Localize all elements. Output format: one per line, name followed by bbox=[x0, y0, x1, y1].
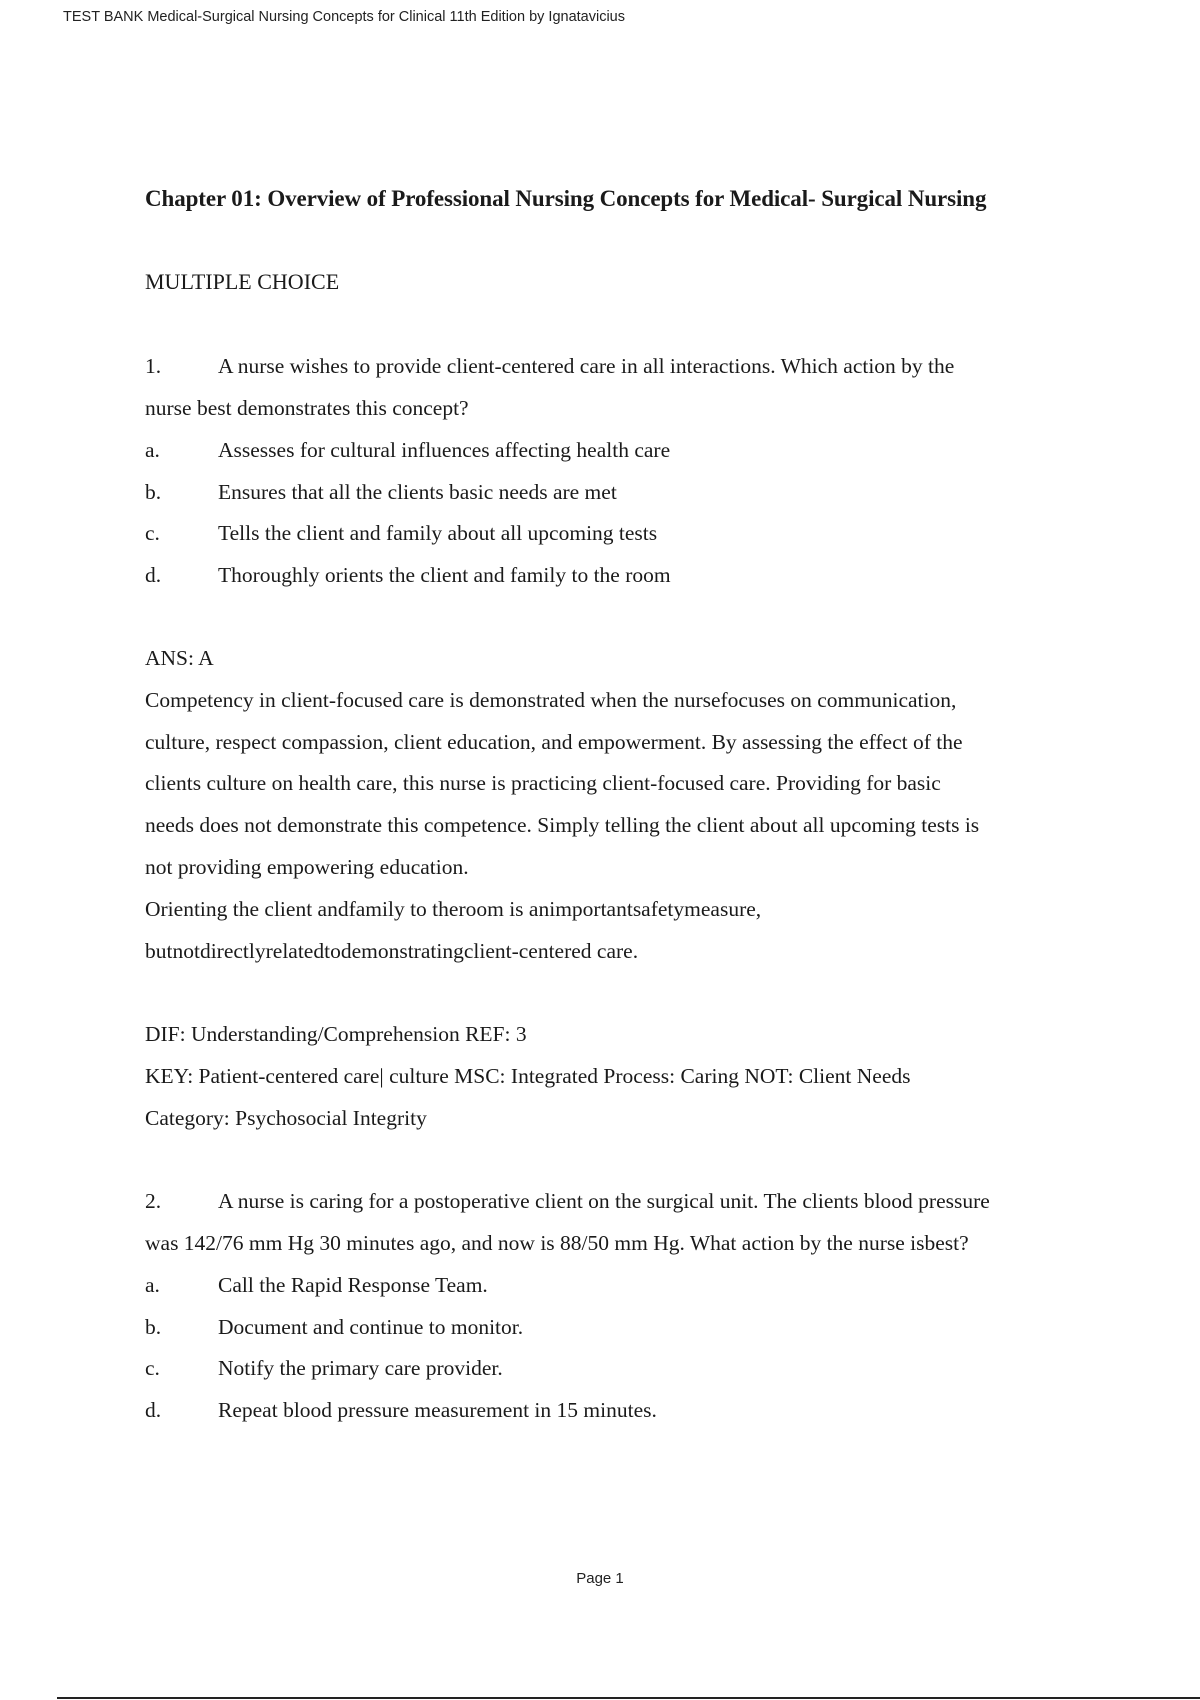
question-1-stem-line1 bbox=[145, 356, 954, 378]
question-2-number: 2. bbox=[145, 1189, 162, 1213]
rationale-line: not providing empowering education. bbox=[145, 855, 469, 879]
option-text: Tells the client and family about all upcoming tests bbox=[218, 521, 658, 545]
running-header: TEST BANK Medical-Surgical Nursing Concepts for Clinical 11th Edition by Ignatavicius bbox=[63, 9, 625, 25]
rationale-line: needs does not demonstrate this competence. Simply telling the client about all upcoming tests is bbox=[145, 813, 980, 837]
bottom-divider bbox=[57, 1697, 1200, 1699]
option-text: Thoroughly orients the client and family to the room bbox=[218, 563, 671, 587]
question-2-stem-line2: was 142/76 mm Hg 30 minutes ago, and now is 88/50 mm Hg. What action by the nurse isbest? bbox=[145, 1231, 969, 1255]
option-letter: b. bbox=[145, 1315, 162, 1339]
option-letter: c. bbox=[145, 1356, 160, 1380]
question-1-stem-line2: nurse best demonstrates this concept? bbox=[145, 396, 469, 420]
option-letter: b. bbox=[145, 480, 162, 504]
option-text: Notify the primary care provider. bbox=[218, 1356, 503, 1380]
metadata-line: KEY: Patient-centered care| culture MSC: Integrated Process: Caring NOT: Client Needs bbox=[145, 1064, 911, 1088]
question-2-stem-text: A nurse is caring for a postoperative client on the surgical unit. The clients blood pressure bbox=[218, 1189, 990, 1213]
option-text: Ensures that all the clients basic needs are met bbox=[218, 480, 617, 504]
rationale-line: Competency in client-focused care is demonstrated when the nursefocuses on communication, bbox=[145, 688, 957, 712]
option-letter: a. bbox=[145, 1273, 160, 1297]
metadata-line: Category: Psychosocial Integrity bbox=[145, 1106, 427, 1130]
option-letter: d. bbox=[145, 1398, 162, 1422]
section-heading: MULTIPLE CHOICE bbox=[145, 269, 340, 294]
question-1-number: 1. bbox=[145, 354, 162, 378]
option-text: Call the Rapid Response Team. bbox=[218, 1273, 488, 1297]
option-letter: a. bbox=[145, 438, 160, 462]
metadata-line: DIF: Understanding/Comprehension REF: 3 bbox=[145, 1022, 527, 1046]
option-letter: c. bbox=[145, 521, 160, 545]
option-letter: d. bbox=[145, 563, 162, 587]
rationale-line: culture, respect compassion, client education, and empowerment. By assessing the effect of the bbox=[145, 730, 963, 754]
rationale-line: butnotdirectlyrelatedtodemonstratingclient-centered care. bbox=[145, 939, 639, 963]
rationale-line: clients culture on health care, this nurse is practicing client-focused care. Providing for basic bbox=[145, 771, 941, 795]
chapter-title: Chapter 01: Overview of Professional Nursing Concepts for Medical- Surgical Nursing bbox=[145, 186, 987, 211]
question-2-stem-line1 bbox=[145, 1191, 990, 1213]
question-1-stem-text: A nurse wishes to provide client-centered care in all interactions. Which action by the bbox=[218, 354, 955, 378]
question-1-answer: ANS: A bbox=[145, 646, 214, 670]
option-text: Repeat blood pressure measurement in 15 minutes. bbox=[218, 1398, 657, 1422]
page-number: Page 1 bbox=[576, 1570, 624, 1587]
option-text: Assesses for cultural influences affecting health care bbox=[218, 438, 671, 462]
rationale-line: Orienting the client andfamily to theroom is animportantsafetymeasure, bbox=[145, 897, 762, 921]
option-text: Document and continue to monitor. bbox=[218, 1315, 524, 1339]
